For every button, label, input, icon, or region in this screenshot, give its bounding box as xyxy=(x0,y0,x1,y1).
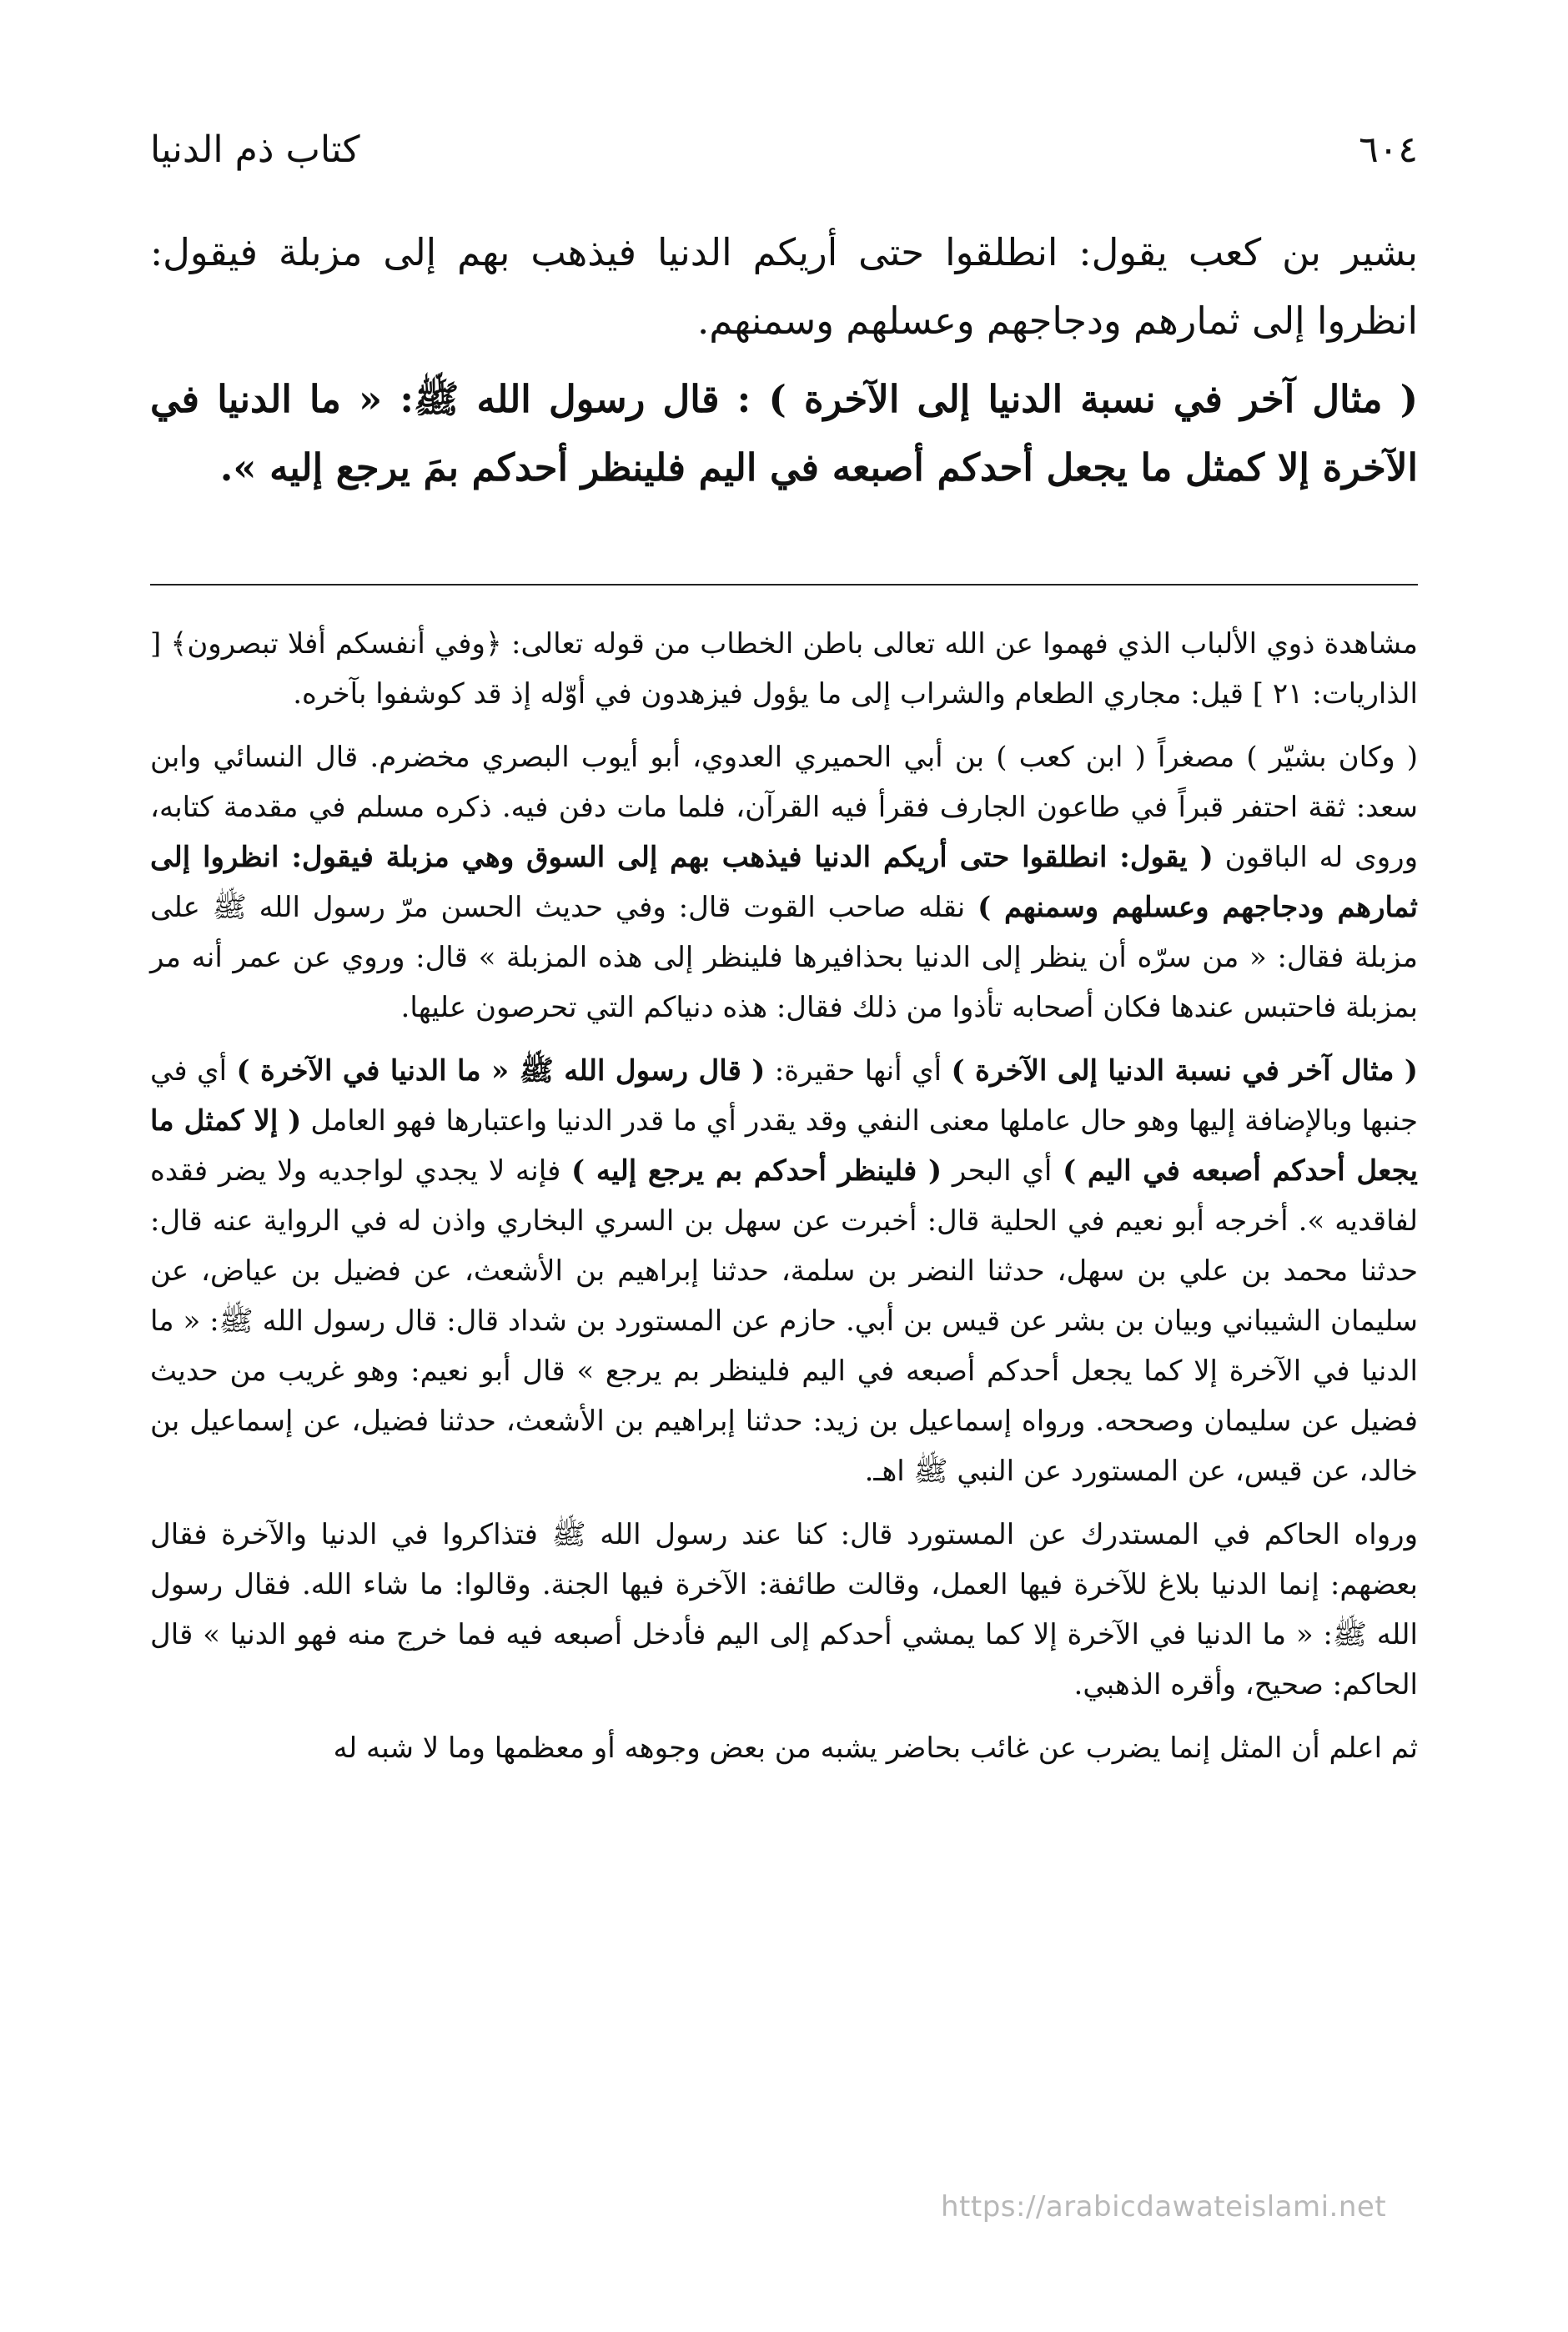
main-paragraph-1: بشير بن كعب يقول: انطلقوا حتى أريكم الدنيا فيذهب بهم إلى مزبلة فيقول: انظروا إلى ثمارهم ودجاجهم وعسلهم وسمنهم. xyxy=(150,230,1418,343)
footnote-separator xyxy=(150,584,1418,586)
commentary-3-quote-1: ( قال رسول الله ﷺ « ما الدنيا في الآخرة ) xyxy=(236,1054,766,1088)
commentary-3-text-c: أي البحر xyxy=(942,1154,1063,1188)
commentary xyxy=(150,619,1418,1787)
commentary-paragraph-1: مشاهدة ذوي الألباب الذي فهموا عن الله تعالى باطن الخطاب من قوله تعالى: ﴿وفي أنفسكم أفلا تبصرون﴾ [ الذاريات: ٢١ ] قيل: مجاري الطعام والشراب إلى ما يؤول فيزهدون في أوّله إذ قد كوشفوا بآخره. xyxy=(150,627,1418,711)
main-paragraph-2 xyxy=(150,365,1418,502)
commentary-paragraph-2 xyxy=(150,732,1418,1033)
commentary-paragraph-3 xyxy=(150,1046,1418,1496)
page-number: ٦٠٤ xyxy=(1359,128,1418,171)
commentary-paragraph-5: ثم اعلم أن المثل إنما يضرب عن غائب بحاضر يشبه من بعض وجوهه أو معظمها وما لا شبه له xyxy=(333,1731,1418,1765)
running-title: كتاب ذم الدنيا xyxy=(150,128,360,171)
commentary-3-heading: ( مثال آخر في نسبة الدنيا إلى الآخرة ) xyxy=(951,1054,1418,1088)
watermark-url: https://arabicdawateislami.net xyxy=(941,2190,1387,2224)
main-paragraph-2-heading: ( مثال آخر في نسبة الدنيا إلى الآخرة ) : xyxy=(736,377,1418,421)
commentary-paragraph-4: ورواه الحاكم في المستدرك عن المستورد قال: كنا عند رسول الله ﷺ فتذاكروا في الدنيا والآخرة فقال بعضهم: إنما الدنيا بلاغ للآخرة فيها العمل، وقالت طائفة: الآخرة فيها الجنة. وقالوا: ما شاء الله. فقال رسول الله ﷺ: « ما الدنيا في الآخرة إلا كما يمشي أحدكم إلى اليم فأدخل أصبعه فيه فما خرج منه فهو الدنيا » قال الحاكم: صحيح، وأقره الذهبي. xyxy=(150,1518,1418,1701)
commentary-2-text-b: نقله صاحب القوت قال: وفي حديث الحسن مرّ رسول الله ﷺ على مزبلة فقال: « من سرّه أن ينظر إلى الدنيا بحذافيرها فلينظر إلى هذه المزبلة » قال: وروي عن عمر أنه مر بمزبلة فاحتبس عندها فكان أصحابه تأذوا من ذلك فقال: هذه دنياكم التي تحرصون عليها. xyxy=(150,891,1418,1024)
main-paragraph-2-body: قال رسول الله ﷺ: « ما الدنيا في الآخرة إلا كمثل ما يجعل أحدكم أصبعه في اليم فلينظر أحدكم بمَ يرجع إليه ». xyxy=(150,377,1418,490)
commentary-3-quote-2: ( إلا كمثل ما يجعل أحدكم أصبعه في اليم ) xyxy=(150,1104,1418,1188)
commentary-3-quote-3: ( فلينظر أحدكم بم يرجع إليه ) xyxy=(571,1154,942,1188)
commentary-3-text-d: فإنه لا يجدي لواجديه ولا يضر فقده لفاقديه ». أخرجه أبو نعيم في الحلية قال: أخبرت عن سهل بن السري البخاري واذن له في الرواية عنه قال: حدثنا محمد بن علي بن سهل، حدثنا النضر بن سلمة، حدثنا إبراهيم بن الأشعث، عن فضيل بن عياض، عن سليمان الشيباني وبيان بن بشر عن قيس بن أبي. حازم عن المستورد بن شداد قال: قال رسول الله ﷺ: « ما الدنيا في الآخرة إلا كما يجعل أحدكم أصبعه في اليم فلينظر بم يرجع » قال أبو نعيم: وهو غريب من حديث فضيل عن سليمان وصححه. ورواه إسماعيل بن زيد: حدثنا إبراهيم بن الأشعث، حدثنا فضيل، عن إسماعيل بن خالد، عن قيس، عن المستورد عن النبي ﷺ اهـ. xyxy=(150,1154,1418,1488)
commentary-2-text-a: ( وكان بشيّر ) مصغراً ( ابن كعب ) بن أبي الحميري العدوي، أبو أيوب البصري مخضرم. قال النسائي وابن سعد: ثقة احتفر قبراً في طاعون الجارف فقرأ فيه القرآن، فلما مات دفن فيه. ذكره مسلم في مقدمة كتابه، وروى له الباقون xyxy=(150,741,1418,874)
commentary-3-text-b: أي في جنبها وبالإضافة إليها وهو حال عاملها معنى النفي وقد يقدر أي ما قدر الدنيا واعتبارها فهو العامل xyxy=(150,1054,1419,1138)
page-header xyxy=(150,125,1418,175)
commentary-3-text-a: أي أنها حقيرة: xyxy=(765,1054,952,1088)
main-text xyxy=(150,219,1418,514)
commentary-2-quote: ( يقول: انطلقوا حتى أريكم الدنيا فيذهب بهم إلى السوق وهي مزبلة فيقول: انظروا إلى ثمارهم ودجاجهم وعسلهم وسمنهم ) xyxy=(150,841,1418,924)
